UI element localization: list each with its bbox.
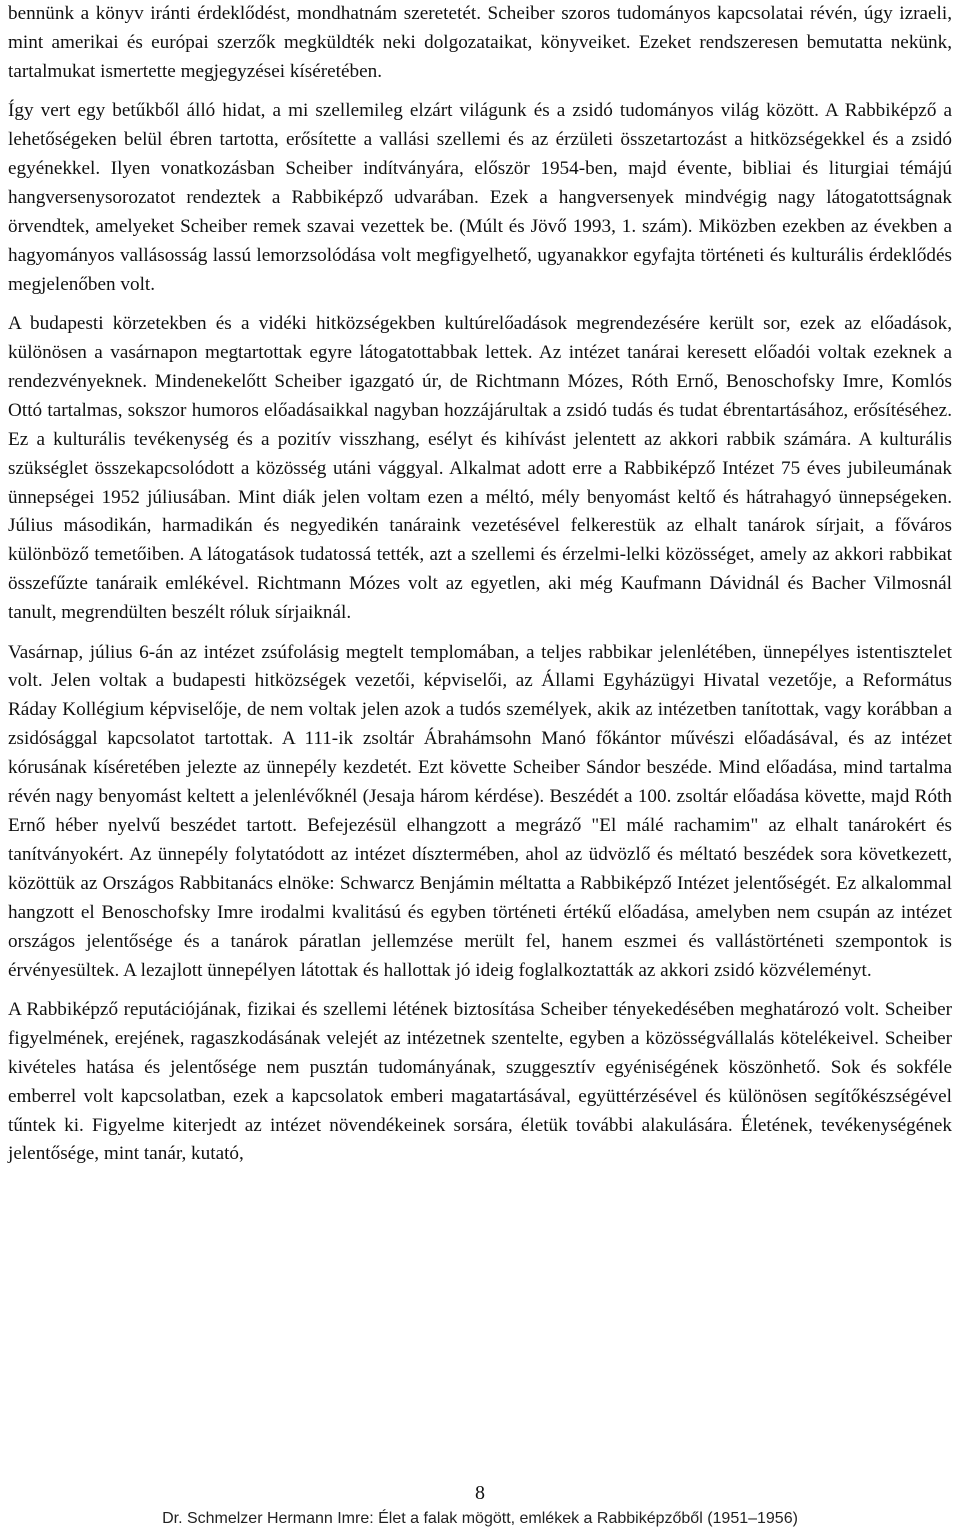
- page-footer: Dr. Schmelzer Hermann Imre: Élet a falak mögött, emlékek a Rabbiképzőből (1951–1956): [162, 1510, 798, 1527]
- paragraph-4: Vasárnap, július 6-án az intézet zsúfolásig megtelt templomában, a teljes rabbikar jelenlétében, ünnepélyes istentisztelet volt. Jelen voltak a budapesti hitközségek vezetői, képviselői, az Állami Egyházügyi Hivatal vezetője, a Református Ráday Kollégium képviselője, de nem voltak jelen azok a tudós személyek, akik az intézetben tanítottak, vagy korábban a zsidósággal kapcsolatot tartottak. A 111-ik zsoltár Ábrahámsohn Manó főkántor művészi előadásával, és az intézet kórusának kíséretében jelezte az ünnepély kezdetét. Ezt követte Scheiber Sándor beszéde. Mind előadása, mind tartalma révén nagy benyomást keltett a jelenlévőknél (Jesaja három kérdése). Beszédét a 100. zsoltár előadása követte, majd Róth Ernő héber nyelvű beszédet tartott. Befejezésül elhangzott a megráző "El málé rachamim" az elhalt tanárokért és tanítványokért. Az ünnepély folytatódott az intézet dísztermében, ahol az üdvözlő és méltató beszédek sora következett, közöttük az Országos Rabbitanács elnöke: Schwarcz Benjámin méltatta a Rabbiképző Intézet jelentőségét. Ez alkalommal hangzott el Benoschofsky Imre irodalmi kvalitású és egyben történeti értékű előadása, amelyben nem csupán az intézet országos jelentősége és a tanárok páratlan jellemzése merült fel, hanem eszmei és vallástörténeti szempontok is érvényesültek. A lezajlott ünnepélyen látottak és hallottak jó ideig foglalkoztatták az akkori zsidó közvéleményt.: [8, 641, 952, 981]
- paragraph-3: A budapesti körzetekben és a vidéki hitközségekben kultúrelőadások megrendezésére került sor, ezek az előadások, különösen a vasárnapon megtartottak egyre látogatottabbak lettek. Az intézet tanárai keresett előadói voltak ezeknek a rendezvényeknek. Mindenekelőtt Scheiber igazgató úr, de Richtmann Mózes, Róth Ernő, Benoschofsky Imre, Komlós Ottó tartalmas, sokszor humoros előadásaikkal nagyban hozzájárultak a zsidó tudás és tudat ébrentartásához, erősítéséhez. Ez a kulturális tevékenység és a pozitív visszhang, esélyt és kihívást jelentett az akkori rabbik számára. A kulturális szükséglet összekapcsolódott a közösség utáni vággyal. Alkalmat adott erre a Rabbiképző Intézet 75 éves jubileumának ünnepségei 1952 júliusában. Mint diák jelen voltam ezen a méltó, mély benyomást keltő és hátrahagyó ünnepségeken. Július másodikán, harmadikán és negyedikén tanáraink vezetésével felkerestük az elhalt tanárok sírjait, a főváros különböző temetőiben. A látogatások tudatossá tették, azt a szellemi és érzelmi-lelki közösséget, amely az akkori rabbikat összefűzte tanáraik emlékével. Richtmann Mózes volt az egyetlen, aki még Kaufmann Dávidnál és Bacher Vilmosnál tanult, megrendülten beszélt róluk sírjaiknál.: [8, 313, 952, 624]
- page-number: 8: [475, 1482, 485, 1504]
- paragraph-2: Így vert egy betűkből álló hidat, a mi szellemileg elzárt világunk és a zsidó tudományos világ között. A Rabbiképző a lehetőségeken belül ébren tartotta, erősítette a vallási szellemi és az érzületi összetartozást a hitközségekkel és a zsidó egyénekkel. Ilyen vonatkozásban Scheiber indítványára, először 1954-ben, majd évente, bibliai és liturgiai témájú hangversenysorozatot rendeztek a Rabbiképző udvarában. Ezek a hangversenyek mindvégig nagy látogatottságnak örvendtek, amelyeket Scheiber remek szavai vezettek be. (Múlt és Jövő 1993, 1. szám). Miközben ezekben az években a hagyományos vallásosság lassú lemorzsolódása volt megfigyelhető, ugyanakkor egyfajta történeti és kulturális érdeklődés megjelenőben volt.: [8, 100, 952, 295]
- document-body: [8, 0, 952, 1169]
- paragraph-5: A Rabbiképző reputációjának, fizikai és szellemi létének biztosítása Scheiber tényekedésében meghatározó volt. Scheiber figyelmének, erejének, ragaszkodásának velejét az intézetnek szentelte, egyben a közösségvállalás kötelékeivel. Scheiber kivételes hatása és jelentősége nem pusztán tudományának, szuggesztív egyéniségének köszönhető. Sok és sokféle emberrel volt kapcsolatban, ezek a kapcsolatok emberi magatartásával, együttérzésével és különösen segítőkészségével tűntek ki. Figyelme kiterjedt az intézet növendékeinek sorsára, életük további alakulására. Életének, tevékenységének jelentősége, mint tanár, kutató,: [8, 998, 952, 1165]
- paragraph-1: bennünk a könyv iránti érdeklődést, mondhatnám szeretetét. Scheiber szoros tudományos kapcsolatai révén, úgy izraeli, mint amerikai és európai szerzők megküldték neki dolgozataikat, könyveiket. Ezeket rendszeresen bemutatta nekünk, tartalmukat ismertette megjegyzései kíséretében.: [8, 3, 952, 82]
